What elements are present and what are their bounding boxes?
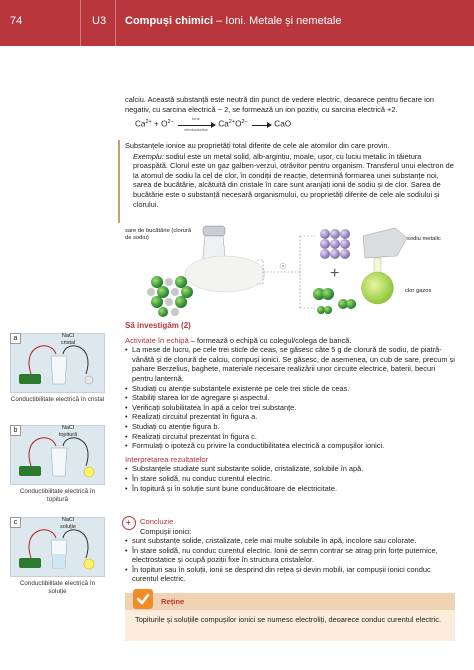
sodium-lattice-icon [320, 229, 350, 259]
example-body: sodiul este un metal solid, alb-argintiu, moale, ușor, cu luciu metalic în tăietura proaspătă. Clorul este un gaz galben-verzui, otrăvitor pentru organism. Transferul unui electron de la atomul de sodiu la cel de clor, în condiții de reacție, determină formarea unei substanțe noi, sarea de bucătărie, alcătuită din cristale în care sunt aranjați ionii de sodiu și de clor. Sarea de bucătărie este o substanță necesară organismului, cu proprietăți diferite de cele ale sodiului și clorului. [133, 151, 454, 209]
conclusion-list-wrap [125, 536, 455, 584]
conclusion-title: Concluzie [140, 517, 174, 526]
list-item: • În stare solidă, nu conduc curentul electric. Ionii de semn contrar se atrag prin forțe puternice, electrostatice și ocupă poziții fixe în structura cristalelor. [125, 546, 455, 565]
chapter-title-rest: – Ioni. Metale și nemetale [213, 15, 342, 27]
header-divider [80, 0, 81, 46]
chlorine-label: clor gazos [405, 288, 432, 294]
list-item: • Studiați cu atenție substanțele existente pe cele trei sticle de ceas. [125, 384, 455, 394]
figure-letter: b [10, 425, 21, 436]
list-item: • În topitură și în soluție sunt bune conducătoare de electricitate. [125, 484, 455, 494]
interpret-list [125, 464, 455, 493]
salt-formation-illustration [125, 222, 455, 320]
sodium-metal-icon [363, 228, 407, 258]
nacl-lattice-icon [147, 276, 193, 317]
svg-text:+: + [330, 265, 340, 282]
page-number: 74 [10, 15, 23, 27]
checkmark-icon [133, 589, 153, 609]
activity-text: – formează o echipă cu colegul/colega de bancă. [188, 335, 352, 345]
activity-line [125, 336, 455, 346]
eq-ca: Ca [135, 119, 146, 129]
unit-label: U3 [92, 15, 107, 27]
header-divider [115, 0, 116, 46]
chlorine-molecule-icon [313, 288, 356, 314]
sodium-label: sodiu metalic [407, 236, 441, 242]
arrow-top-label: forțe [192, 115, 201, 121]
figure-letter: c [10, 517, 21, 528]
example-label: Exemplu: [133, 151, 164, 161]
interpret-title: Interpretarea rezultatelor [125, 454, 209, 464]
remember-box [125, 593, 455, 641]
list-item: • Studiați cu atenție figura b. [125, 422, 455, 432]
remember-text: Topiturile și soluțiile compușilor ionici se numesc electroliți, deoarece conduc curentul electric. [135, 615, 442, 624]
chlorine-flask-icon [362, 258, 394, 304]
conclusion-subtitle: Compușii ionici: [140, 526, 192, 536]
salt-pile-icon [185, 256, 265, 292]
eq-o-charge: 2− [167, 119, 174, 125]
list-item: • Substanțele studiate sunt substanțe solide, cristalizate, solubile în apă. [125, 464, 455, 474]
ionic-statement: Substanțele ionice au proprietăți total diferite de cele ale atomilor din care provin. [125, 141, 390, 150]
reaction-arrow-2 [250, 121, 272, 129]
figure-caption: Conductibilitate electrică în cristal [10, 396, 105, 403]
list-item: • Verificați solubilitatea în apă a celor trei substanțe. [125, 403, 455, 413]
eq-ca-charge: 2+ [145, 119, 152, 125]
equation [135, 115, 292, 132]
figure-letter: a [10, 333, 21, 344]
eq-plus: + [151, 119, 162, 129]
example-text [125, 152, 455, 210]
list-item: • Formulați o ipoteză cu privire la conductibilitatea electrică a compușilor ionici. [125, 441, 455, 451]
beaker-label: NaCl topitură [58, 425, 78, 438]
eq-o2: O [235, 119, 242, 129]
activity-label: Activitate în echipă [125, 335, 189, 345]
list-item: • Stabiliți starea lor de agregare și aspectul. [125, 393, 455, 403]
investigate-list [125, 345, 455, 451]
eq-ca2-charge: 2+ [228, 119, 236, 125]
list-item: • În topituri sau în soluții, ionii se desprind din rețea și devin mobili, iar compușii ionici conduc curentul electric. [125, 565, 455, 584]
intro-paragraph: calciu. Această substanță este neutră din punct de vedere electric, deoarece pentru fiecare ion negativ, cu sarcina electrică − 2, se formează un ion pozitiv, cu sarcina electrică +2. [125, 95, 434, 114]
arrow-bottom-label: electrostatice [184, 126, 208, 132]
investigate-title: Să investigăm (2) [125, 321, 191, 330]
list-item: • sunt substanțe solide, cristalizate, cele mai multe solubile în apă, incolore sau colorate. [125, 536, 455, 546]
list-item: • La mese de lucru, pe cele trei sticle de ceas, se găsesc câte 5 g de clorură de sodiu, de piatră-vânătă și de clorură de calciu, compuși ionici. Se găsesc, de asemenea, un cub de sare, precum și pahare Berzelius, baghete, materiale necesare realizării unor circuite electrice, baterii, becuri pentru lanternă. [125, 345, 455, 383]
investigate-section [125, 321, 455, 493]
figure-caption: Conductibilitate electrică în topitură [19, 488, 96, 503]
remember-title: Reține [161, 597, 185, 606]
chapter-title [125, 15, 341, 27]
beaker-label: NaCl soluție [60, 517, 76, 530]
list-item: • Realizați circuitul prezentat în figura c. [125, 432, 455, 442]
ionic-paragraph [125, 141, 455, 209]
beaker-label: NaCl cristal [60, 333, 76, 346]
figure-caption: Conductibilitate electrică în soluție [19, 580, 96, 595]
salt-label: sare de bucătărie (clorură de sodiu) [125, 228, 192, 241]
side-accent-line [118, 140, 120, 223]
page-header [0, 0, 474, 46]
chapter-title-bold: Compuși chimici [125, 15, 214, 27]
list-item: • Realizați circuitul prezentat în figura a. [125, 412, 455, 422]
conclusion-section [140, 517, 455, 536]
eq-o2-charge: 2− [241, 119, 248, 125]
eq-ca2: Ca [218, 119, 229, 129]
reaction-arrow [176, 115, 216, 132]
eq-product: CaO [274, 119, 292, 129]
conclusion-list [125, 536, 455, 584]
list-item: • În stare solidă, nu conduc curentul electric. [125, 474, 455, 484]
magnifier-icon: + [122, 516, 136, 530]
eq-o: O [161, 119, 168, 129]
